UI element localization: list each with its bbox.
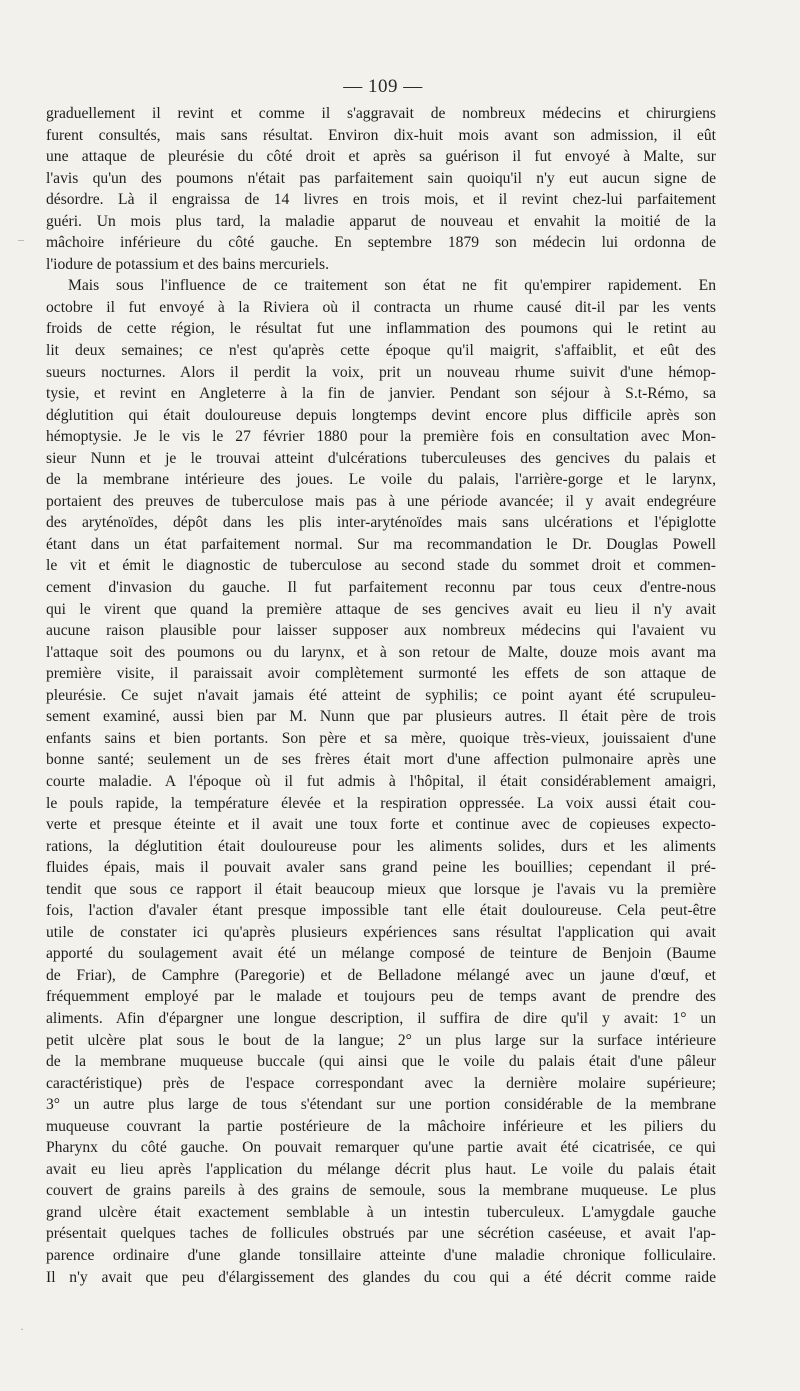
text-line: hémoptysie. Je le vis le 27 février 1880 pour la première fois en consultation avec Mon- (46, 428, 716, 446)
text-line: bonne santé; seulement un de ses frères était mort d'une affection pulmonaire après une (46, 751, 716, 769)
text-line: présentait quelques taches de follicules obstrués par une sécrétion caséeuse, et avait l'ap- (46, 1225, 716, 1243)
text-line: graduellement il revint et comme il s'aggravait de nombreux médecins et chirurgiens (46, 105, 716, 122)
text-line: mâchoire inférieure du côté gauche. En septembre 1879 son médecin lui ordonna de (46, 234, 716, 252)
text-line: muqueuse couvrant la partie postérieure de la mâchoire inférieure et les piliers du (46, 1117, 716, 1135)
text-line: sueurs nocturnes. Alors il perdit la voix, prit un nouveau rhume suivit d'une hémop- (46, 363, 716, 381)
text-line: furent consultés, mais sans résultat. Environ dix-huit mois avant son admission, il eût (46, 126, 716, 144)
text-line: première visite, il paraissait avoir complètement surmonté les effets de son attaque de (46, 665, 716, 683)
text-line: rations, la déglutition était douloureuse pour les aliments solides, durs et les aliments (46, 837, 716, 855)
text-line: des aryténoïdes, dépôt dans les plis inter-aryténoïdes mais sans ulcérations et l'épiglotte (46, 514, 716, 532)
text-line: une attaque de pleurésie du côté droit et après sa guérison il fut envoyé à Malte, sur (46, 148, 716, 166)
text-line: étant dans un état parfaitement normal. Sur ma recommandation le Dr. Douglas Powell (46, 535, 716, 553)
text-line: Pharynx du côté gauche. On pouvait remarquer qu'une partie avait été cicatrisée, ce qui (46, 1139, 716, 1157)
text-line: aliments. Afin d'épargner une longue description, il suffira de dire qu'il y avait: 1° un (46, 1009, 716, 1027)
text-line: cement d'invasion du gauche. Il fut parfaitement reconnu par tous ceux d'entre-nous (46, 579, 716, 597)
text-line: de la membrane muqueuse buccale (qui ainsi que le voile du palais était d'une pâleur (46, 1053, 716, 1071)
text-line: froids de cette région, le résultat fut une inflammation des poumons qui le retint au (46, 320, 716, 338)
text-line: courte maladie. A l'époque où il fut admis à l'hôpital, il était considérablement amaigri, (46, 772, 716, 790)
text-line: Il n'y avait que peu d'élargissement des glandes du cou qui a été décrit comme raide (46, 1268, 716, 1286)
text-line: l'attaque soit des poumons ou du larynx, et à son retour de Malte, douze mois avant ma (46, 643, 716, 661)
text-line: l'iodure de potassium et des bains mercuriels. (46, 255, 329, 273)
text-line: utile de constater ici qu'après plusieurs expériences sans résultat l'application qui avait (46, 923, 716, 941)
margin-dash: – (18, 232, 24, 246)
text-line: apporté du soulagement avait été un mélange composé de teinture de Benjoin (Baume (46, 945, 716, 963)
text-line: avait eu lieu après l'application du mélange décrit plus haut. Le voile du palais était (46, 1160, 716, 1178)
text-line: pleurésie. Ce sujet n'avait jamais été atteint de syphilis; ce point ayant été scrupuleu- (46, 686, 716, 704)
text-line: tysie, et revint en Angleterre à la fin de janvier. Pendant son séjour à S.t-Rémo, sa (46, 385, 716, 403)
text-line: désordre. Là il engraissa de 14 livres en trois mois, et il revint chez-lui parfaitement (46, 191, 716, 209)
body-text (46, 103, 716, 1288)
text-line: octobre il fut envoyé à la Riviera où il contracta un rhume causé dit-il par les vents (46, 298, 716, 316)
text-line: le pouls rapide, la température élevée et la respiration oppressée. La voix aussi était cou- (46, 794, 716, 812)
page-number: — 109 — (343, 76, 423, 97)
text-line: grand ulcère était exactement semblable à un intestin tuberculeux. L'amygdale gauche (46, 1203, 716, 1221)
text-line: de la membrane intérieure des joues. Le voile du palais, l'arrière-gorge et le larynx, (46, 471, 716, 489)
text-line: l'avis qu'un des poumons n'était pas parfaitement sain quoiqu'il n'y eut aucun signe de (46, 169, 716, 187)
text-line: de Friar), de Camphre (Paregorie) et de Belladone mélangé avec un jaune d'œuf, et (46, 966, 716, 984)
margin-dot: · (20, 1322, 24, 1336)
text-line: déglutition qui était douloureuse depuis longtemps devint encore plus difficile après son (46, 406, 716, 424)
text-line: enfants sains et bien portants. Son père et sa mère, quoique très-vieux, jouissaient d'une (46, 729, 716, 747)
text-line: aucune raison plausible pour laisser supposer aux nombreux médecins qui l'avaient vu (46, 622, 716, 640)
text-line: caractéristique) près de l'espace correspondant avec la dernière molaire supérieure; (46, 1074, 716, 1092)
text-line: fois, l'action d'avaler étant presque impossible tant elle était douloureuse. Cela peut-être (46, 902, 716, 920)
text-line: portaient des preuves de tuberculose mais pas à une période avancée; il y avait endegréure (46, 492, 716, 510)
text-line: Mais sous l'influence de ce traitement son état ne fit qu'empirer rapidement. En (68, 277, 716, 295)
text-line: parence ordinaire d'une glande tonsillaire atteinte d'une maladie chronique folliculaire. (46, 1246, 716, 1264)
text-line: qui le virent que quand la première attaque de ses gencives avait eu lieu il n'y avait (46, 600, 716, 618)
text-line: tendit que sous ce rapport il était beaucoup mieux que lorsque je l'avais vu la première (46, 880, 716, 898)
text-line: 3° un autre plus large de tous s'étendant sur une portion considérable de la membrane (46, 1096, 716, 1114)
text-line: petit ulcère plat sous le bout de la langue; 2° un plus large sur la surface intérieure (46, 1031, 716, 1049)
text-line: couvert de grains pareils à des grains de semoule, sous la membrane muqueuse. Le plus (46, 1182, 716, 1200)
text-line: le vit et émit le diagnostic de tuberculose au second stade du sommet droit et commen- (46, 557, 716, 575)
text-line: fluides épais, mais il pouvait avaler sans grand peine les bouillies; cependant il pré- (46, 859, 716, 877)
text-line: lit deux semaines; ce n'est qu'après cette époque qu'il maigrit, s'affaiblit, et eût des (46, 342, 716, 360)
text-line: verte et presque éteinte et il avait une toux forte et continue avec de copieuses expecto- (46, 816, 716, 834)
text-line: fréquemment employé par le malade et toujours peu de temps avant de prendre des (46, 988, 716, 1006)
text-line: sement examiné, aussi bien par M. Nunn que par plusieurs autres. Il était père de trois (46, 708, 716, 726)
text-line: guéri. Un mois plus tard, la maladie apparut de nouveau et envahit la moitié de la (46, 212, 716, 230)
text-line: sieur Nunn et je le trouvai atteint d'ulcérations tuberculeuses des gencives du palais et (46, 449, 716, 467)
